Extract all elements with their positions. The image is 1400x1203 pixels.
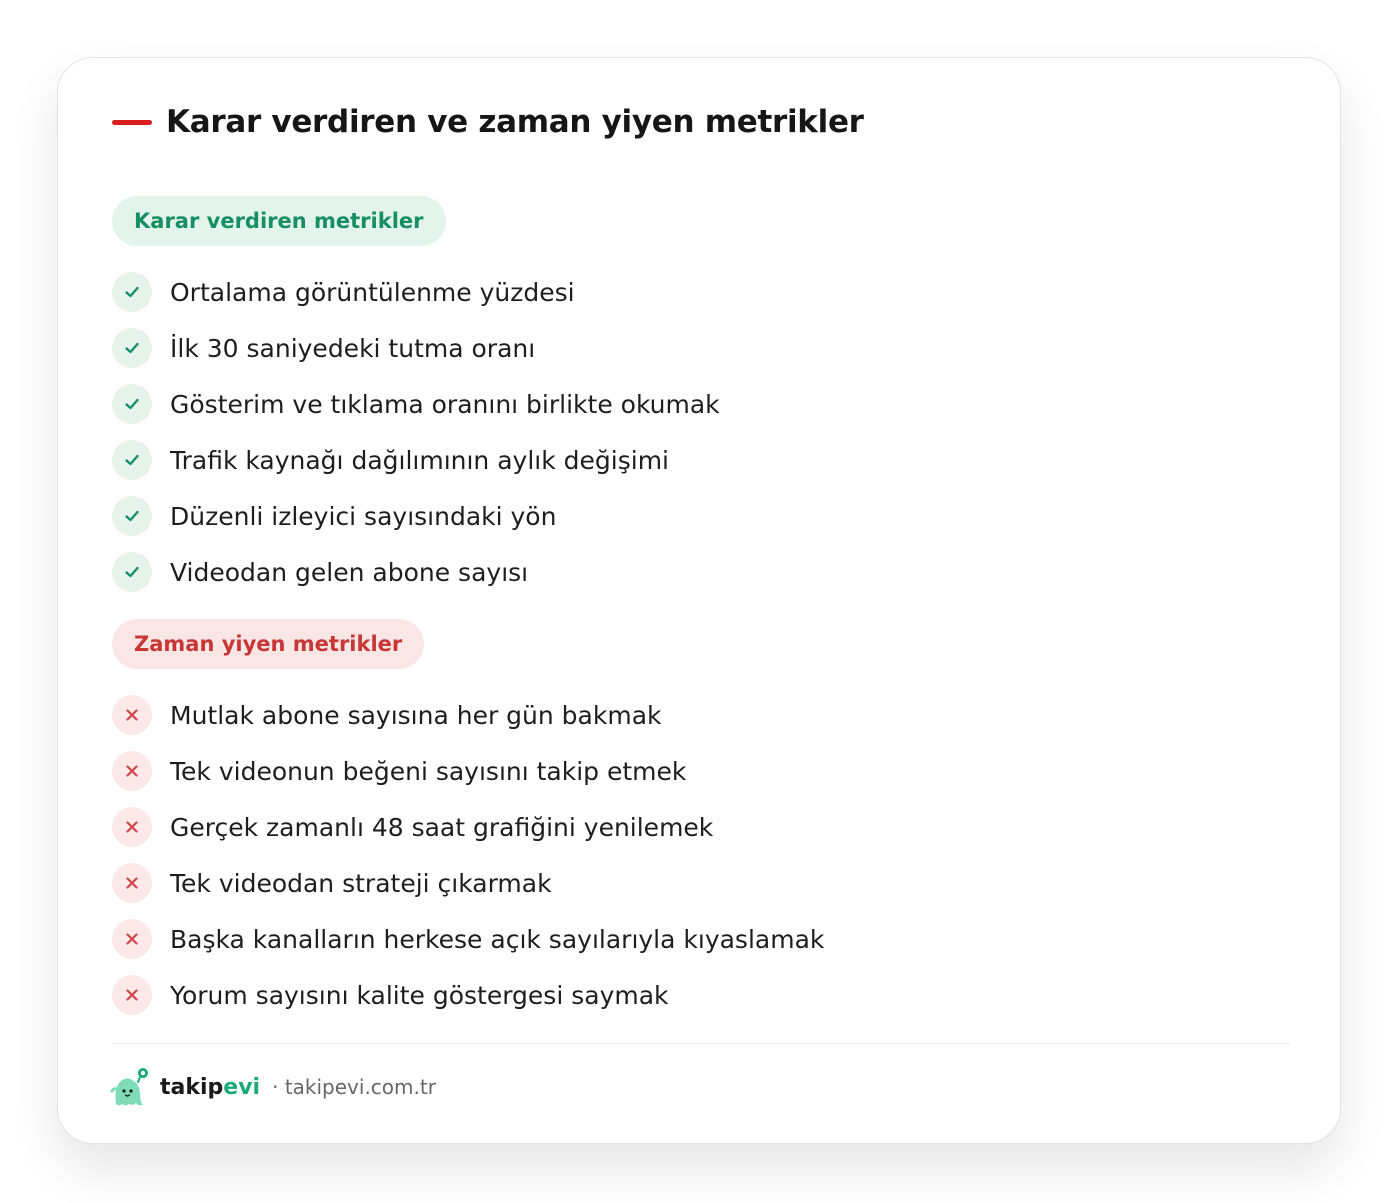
- bad-metrics-label: Zaman yiyen metrikler: [112, 619, 424, 669]
- list-item: [112, 911, 824, 967]
- list-item-text: İlk 30 saniyedeki tutma oranı: [170, 333, 536, 363]
- list-item: [112, 855, 824, 911]
- list-item-text: Başka kanalların herkese açık sayılarıyla kıyaslamak: [170, 924, 825, 954]
- title-accent-dash: [112, 120, 152, 125]
- list-item: [112, 799, 824, 855]
- list-item-text: Gerçek zamanlı 48 saat grafiğini yenilemek: [170, 812, 714, 842]
- footer-divider: [112, 1043, 1290, 1044]
- check-icon: [112, 384, 152, 424]
- ghost-mascot-icon: [110, 1066, 150, 1108]
- list-item: [112, 488, 720, 544]
- list-item-text: Yorum sayısını kalite göstergesi saymak: [170, 980, 669, 1010]
- list-item-text: Ortalama görüntülenme yüzdesi: [170, 277, 575, 307]
- list-item-text: Gösterim ve tıklama oranını birlikte okumak: [170, 389, 720, 419]
- x-icon: [112, 807, 152, 847]
- brand-name: takipevi: [160, 1074, 261, 1100]
- list-item-text: Videodan gelen abone sayısı: [170, 557, 529, 587]
- title-row: [112, 104, 864, 140]
- list-item: [112, 376, 720, 432]
- list-item: [112, 320, 720, 376]
- check-icon: [112, 328, 152, 368]
- list-item: [112, 967, 824, 1023]
- check-icon: [112, 440, 152, 480]
- good-metrics-label: Karar verdiren metrikler: [112, 196, 446, 246]
- x-icon: [112, 751, 152, 791]
- list-item: [112, 687, 824, 743]
- list-item: [112, 743, 824, 799]
- list-item: [112, 264, 720, 320]
- x-icon: [112, 975, 152, 1015]
- x-icon: [112, 919, 152, 959]
- x-icon: [112, 863, 152, 903]
- bad-metrics-list: [112, 687, 824, 1023]
- list-item-text: Mutlak abone sayısına her gün bakmak: [170, 700, 662, 730]
- footer: [110, 1066, 436, 1108]
- good-metrics-list: [112, 264, 720, 600]
- list-item: [112, 544, 720, 600]
- metrics-card: [57, 57, 1341, 1144]
- list-item: [112, 432, 720, 488]
- check-icon: [112, 552, 152, 592]
- list-item-text: Düzenli izleyici sayısındaki yön: [170, 501, 557, 531]
- list-item-text: Tek videodan strateji çıkarmak: [170, 868, 552, 898]
- card-title: Karar verdiren ve zaman yiyen metrikler: [166, 104, 864, 140]
- x-icon: [112, 695, 152, 735]
- list-item-text: Trafik kaynağı dağılımının aylık değişimi: [170, 445, 669, 475]
- check-icon: [112, 272, 152, 312]
- check-icon: [112, 496, 152, 536]
- site-url: · takipevi.com.tr: [272, 1075, 436, 1099]
- list-item-text: Tek videonun beğeni sayısını takip etmek: [170, 756, 687, 786]
